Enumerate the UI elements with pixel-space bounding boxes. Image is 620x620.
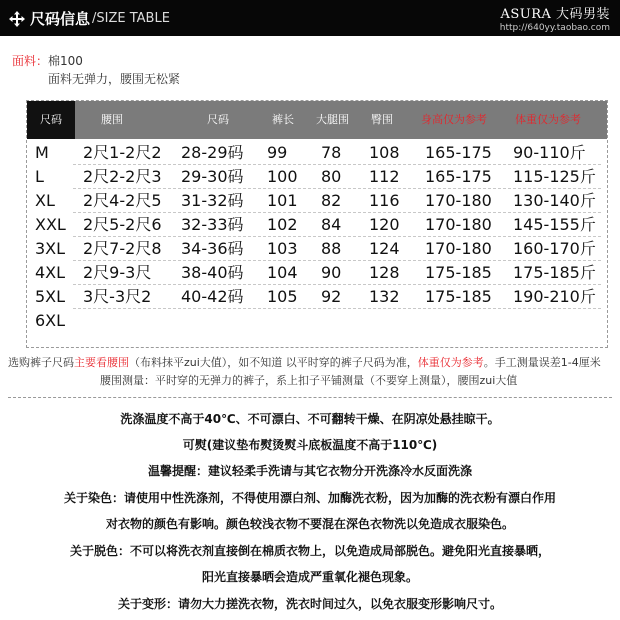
cell-size-code: 4XL bbox=[35, 263, 66, 282]
cell-waist: 2尺4-2尺5 bbox=[83, 191, 162, 210]
cell-hip: 132 bbox=[369, 287, 400, 306]
note-text: 。手工测量误差1-4厘米 bbox=[483, 356, 601, 369]
cell-weight: 145-155斤 bbox=[513, 215, 596, 234]
cell-height: 170-180 bbox=[425, 239, 492, 258]
note-highlight-weight: 体重仅为参考 bbox=[417, 356, 484, 369]
col-header-waist: 腰围 bbox=[101, 113, 123, 126]
cell-weight: 115-125斤 bbox=[513, 167, 596, 186]
header-title-cn: 尺码信息 bbox=[30, 10, 91, 28]
fabric-value: 棉100 bbox=[48, 54, 83, 68]
cell-thigh: 90 bbox=[321, 263, 342, 282]
cell-length: 102 bbox=[267, 215, 298, 234]
care-line: 关于变形：请勿大力搓洗衣物，洗衣时间过久，以免衣服变形影响尺寸。 bbox=[117, 597, 502, 611]
col-header-weight: 体重仅为参考 bbox=[515, 113, 581, 126]
col-header-length: 裤长 bbox=[272, 113, 294, 126]
col-header-hip: 臀围 bbox=[371, 113, 393, 126]
fabric-note: 面料无弹力，腰围无松紧 bbox=[48, 72, 181, 86]
care-line: 温馨提醒：建议轻柔手洗请与其它衣物分开洗涤冷水反面洗涤 bbox=[147, 464, 472, 478]
care-line: 可熨(建议垫布熨烫熨斗底板温度不高于110℃) bbox=[182, 438, 438, 452]
cell-waist: 2尺7-2尺8 bbox=[83, 239, 162, 258]
cell-size-code: M bbox=[35, 143, 49, 162]
cell-weight: 90-110斤 bbox=[513, 143, 586, 162]
cell-thigh: 78 bbox=[321, 143, 342, 162]
cell-length: 103 bbox=[267, 239, 298, 258]
table-row bbox=[27, 141, 607, 165]
col-header-height: 身高仅为参考 bbox=[421, 113, 487, 126]
fabric-info bbox=[12, 52, 181, 86]
cell-thigh: 84 bbox=[321, 215, 342, 234]
size-table-header bbox=[27, 101, 607, 139]
cell-weight: 130-140斤 bbox=[513, 191, 596, 210]
cell-thigh: 92 bbox=[321, 287, 342, 306]
cell-size: 31-32码 bbox=[181, 191, 244, 210]
cell-height: 170-180 bbox=[425, 191, 492, 210]
brand-block bbox=[500, 3, 610, 33]
cell-size: 29-30码 bbox=[181, 167, 244, 186]
cell-height: 165-175 bbox=[425, 167, 492, 186]
cell-length: 105 bbox=[267, 287, 298, 306]
note-text: 选购裤子尺码 bbox=[8, 356, 74, 369]
cell-weight: 160-170斤 bbox=[513, 239, 596, 258]
cell-height: 175-185 bbox=[425, 287, 492, 306]
table-row bbox=[27, 285, 607, 309]
cell-waist: 2尺1-2尺2 bbox=[83, 143, 162, 162]
cell-length: 99 bbox=[267, 143, 288, 162]
cell-height: 170-180 bbox=[425, 215, 492, 234]
cell-size: 38-40码 bbox=[181, 263, 244, 282]
col-header-size-code: 尺码 bbox=[27, 101, 75, 139]
cell-waist: 2尺9-3尺 bbox=[83, 263, 152, 282]
cell-thigh: 88 bbox=[321, 239, 342, 258]
note-text: （布料抹平zui大值），如不知道 以平时穿的裤子尺码为准， bbox=[129, 356, 418, 369]
care-line: 关于脱色：不可以将洗衣剂直接倒在棉质衣物上，以免造成局部脱色。避免阳光直接暴晒， bbox=[69, 544, 550, 558]
cell-weight: 175-185斤 bbox=[513, 263, 596, 282]
cell-hip: 120 bbox=[369, 215, 400, 234]
header-title-group bbox=[8, 8, 170, 29]
cell-size-code: XL bbox=[35, 191, 55, 210]
table-row bbox=[27, 189, 607, 213]
cell-size: 32-33码 bbox=[181, 215, 244, 234]
care-line: 对衣物的颜色有影响。颜色较浅衣物不要混在深色衣物洗以免造成衣服染色。 bbox=[105, 517, 514, 531]
cell-height: 175-185 bbox=[425, 263, 492, 282]
note-highlight-waist: 主要看腰围 bbox=[74, 356, 129, 369]
table-row bbox=[27, 213, 607, 237]
cell-hip: 128 bbox=[369, 263, 400, 282]
section-divider bbox=[8, 397, 612, 398]
note-line-1 bbox=[8, 354, 601, 372]
care-line: 阳光直接暴晒会造成严重氧化褪色现象。 bbox=[201, 570, 418, 584]
brand-name: ASURA 大码男装 bbox=[500, 7, 610, 22]
move-arrows-icon bbox=[8, 10, 26, 28]
table-row bbox=[27, 309, 607, 333]
page-header bbox=[0, 0, 620, 36]
care-line: 洗涤温度不高于40℃、不可漂白、不可翻转干燥、在阴凉处悬挂晾干。 bbox=[120, 412, 500, 426]
table-row bbox=[27, 261, 607, 285]
brand-url: http://640yy.taobao.com bbox=[499, 23, 610, 33]
care-line: 关于染色：请使用中性洗涤剂，不得使用漂白剂、加酶洗衣粉，因为加酶的洗衣粉有漂白作用 bbox=[63, 491, 556, 505]
col-header-size: 尺码 bbox=[207, 113, 229, 126]
cell-hip: 124 bbox=[369, 239, 400, 258]
header-title-en: /SIZE TABLE bbox=[92, 11, 170, 26]
cell-height: 165-175 bbox=[425, 143, 492, 162]
cell-size-code: XXL bbox=[35, 215, 66, 234]
cell-hip: 112 bbox=[369, 167, 400, 186]
col-header-thigh: 大腿围 bbox=[316, 113, 349, 126]
table-row bbox=[27, 237, 607, 261]
fabric-label: 面料： bbox=[12, 54, 49, 68]
cell-length: 100 bbox=[267, 167, 298, 186]
cell-length: 101 bbox=[267, 191, 298, 210]
cell-length: 104 bbox=[267, 263, 298, 282]
cell-size-code: L bbox=[35, 167, 44, 186]
cell-thigh: 80 bbox=[321, 167, 342, 186]
cell-waist: 2尺2-2尺3 bbox=[83, 167, 162, 186]
cell-hip: 108 bbox=[369, 143, 400, 162]
cell-hip: 116 bbox=[369, 191, 400, 210]
cell-size-code: 6XL bbox=[35, 311, 66, 330]
cell-size: 40-42码 bbox=[181, 287, 244, 306]
cell-size: 34-36码 bbox=[181, 239, 244, 258]
cell-waist: 3尺-3尺2 bbox=[83, 287, 152, 306]
cell-size: 28-29码 bbox=[181, 143, 244, 162]
cell-thigh: 82 bbox=[321, 191, 342, 210]
cell-size-code: 3XL bbox=[35, 239, 66, 258]
cell-size-code: 5XL bbox=[35, 287, 66, 306]
table-row bbox=[27, 165, 607, 189]
cell-weight: 190-210斤 bbox=[513, 287, 596, 306]
size-table bbox=[26, 100, 608, 348]
cell-waist: 2尺5-2尺6 bbox=[83, 215, 162, 234]
note-line-2: 腰围测量：平时穿的无弹力的裤子，系上扣子平铺测量（不要穿上测量），腰围zui大值 bbox=[100, 374, 518, 387]
